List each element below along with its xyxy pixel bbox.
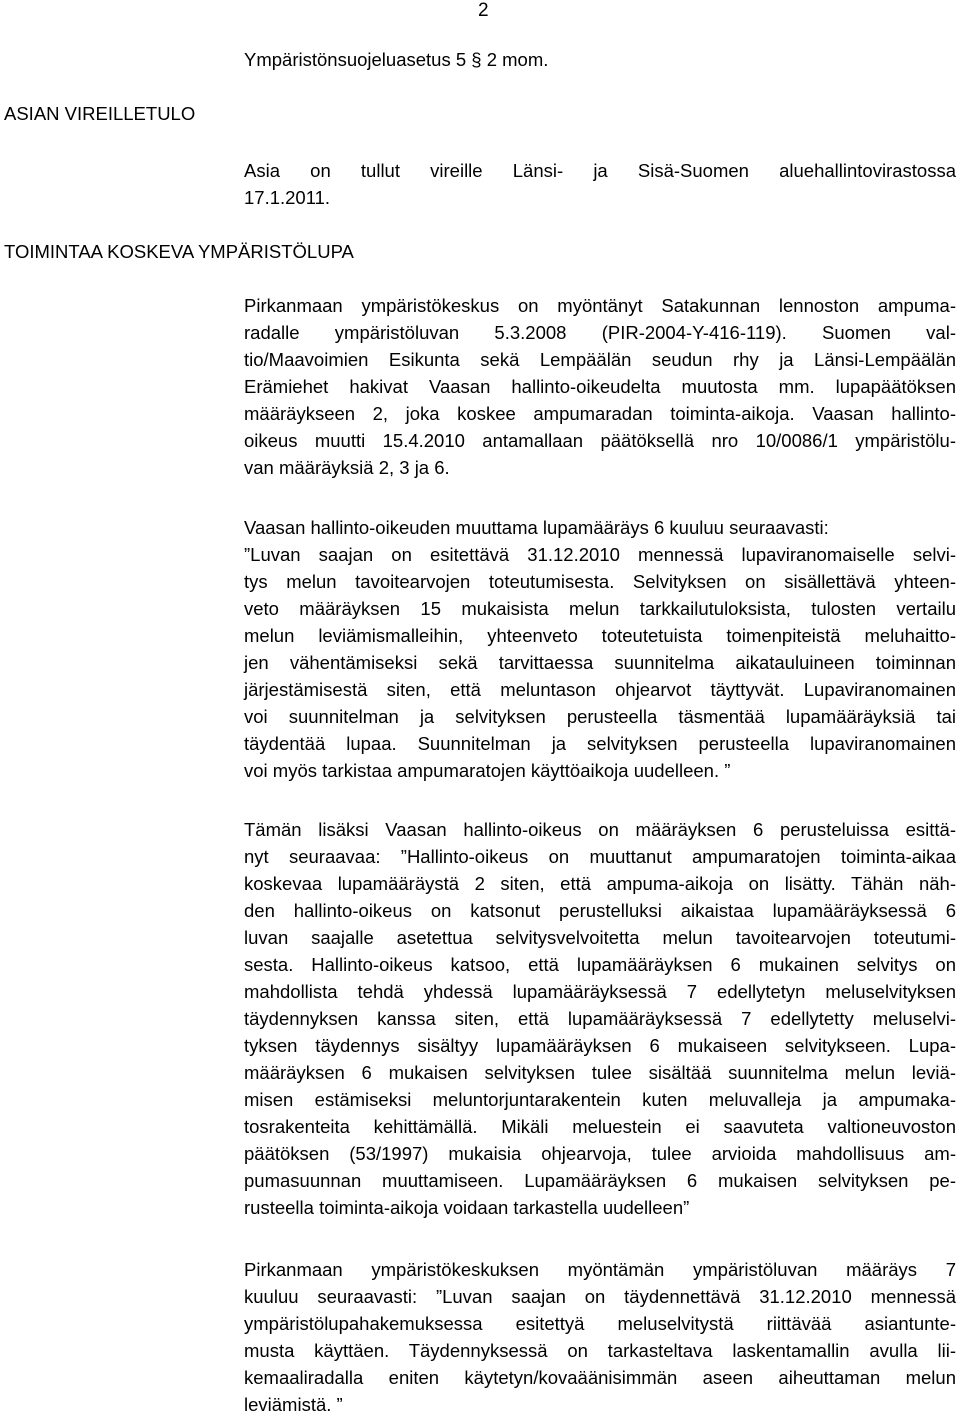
paragraph-line: veto määräyksen 15 mukaisista melun tarkkailutuloksista, tulosten vertailu	[244, 598, 956, 619]
paragraph-line: oikeus muutti 15.4.2010 antamallaan päätöksellä nro 10/0086/1 ympäristölu-	[244, 430, 956, 451]
paragraph-line: radalle ympäristöluvan 5.3.2008 (PIR-2004-Y-416-119). Suomen val-	[244, 322, 956, 343]
paragraph-line: täydentää lupaa. Suunnitelman ja selvityksen perusteella lupaviranomainen	[244, 733, 956, 754]
paragraph-line: Pirkanmaan ympäristökeskuksen myöntämän ympäristöluvan määräys 7	[244, 1259, 956, 1280]
paragraph-line: voi myös tarkistaa ampumaratojen käyttöaikoja uudelleen. ”	[244, 760, 731, 781]
paragraph-line: musta käyttäen. Täydennyksessä on tarkasteltava laskentamallin avulla lii-	[244, 1340, 956, 1361]
paragraph-line: määräykseen 2, joka koskee ampumaradan toiminta-aikoja. Vaasan hallinto-	[244, 403, 956, 424]
permit-paragraph-1	[244, 292, 956, 481]
paragraph-line: tyksen täydennys sisältyy lupamääräyksen 6 mukaiseen selvitykseen. Lupa-	[244, 1035, 956, 1056]
paragraph-line: koskevaa lupamääräystä 2 siten, että ampuma-aikoja on lisätty. Tähän näh-	[244, 873, 956, 894]
paragraph-line: Tämän lisäksi Vaasan hallinto-oikeus on määräyksen 6 perusteluissa esittä-	[244, 819, 956, 840]
paragraph-line: voi suunnitelman ja selvityksen perusteella täsmentää lupamääräyksiä tai	[244, 706, 956, 727]
paragraph-line: rusteella toiminta-aikoja voidaan tarkastella uudelleen”	[244, 1197, 690, 1218]
paragraph-line: van määräyksiä 2, 3 ja 6.	[244, 457, 450, 478]
paragraph-line: pumasuunnan muuttamiseen. Lupamääräyksen 6 mukaisen selvityksen pe-	[244, 1170, 956, 1191]
paragraph-line: melun leviämismalleihin, yhteenveto toteutetuista toimenpiteistä meluhaitto-	[244, 625, 956, 646]
section-heading-permit: TOIMINTAA KOSKEVA YMPÄRISTÖLUPA	[4, 241, 354, 262]
filing-line: 17.1.2011.	[244, 187, 331, 208]
paragraph-line: järjestämisestä siten, että meluntason ohjearvot täyttyvät. Lupaviranomainen	[244, 679, 956, 700]
paragraph-line: Erämiehet hakivat Vaasan hallinto-oikeudelta muutosta mm. lupapäätöksen	[244, 376, 956, 397]
section-heading-filing: ASIAN VIREILLETULO	[4, 103, 196, 124]
paragraph-line: nyt seuraavaa: ”Hallinto-oikeus on muuttanut ampumaratojen toiminta-aikaa	[244, 846, 956, 867]
filing-line: Asia on tullut vireille Länsi- ja Sisä-Suomen aluehallintovirastossa	[244, 160, 956, 181]
paragraph-line: misen estämiseksi meluntorjuntarakentein kuten meluvalleja ja ampumaka-	[244, 1089, 956, 1110]
paragraph-line: kuuluu seuraavasti: ”Luvan saajan on täydennettävä 31.12.2010 mennessä	[244, 1286, 956, 1307]
paragraph-line: täydennyksen kanssa siten, että lupamääräyksessä 7 edellytetty meluselvi-	[244, 1008, 956, 1029]
legal-basis: Ympäristönsuojeluasetus 5 § 2 mom.	[244, 49, 549, 70]
paragraph-line: jen vähentämiseksi sekä tarvittaessa suunnitelma aikatauluineen toiminnan	[244, 652, 956, 673]
permit-paragraph-4	[244, 1256, 956, 1418]
paragraph-line: Vaasan hallinto-oikeuden muuttama lupamääräys 6 kuuluu seuraavasti:	[244, 517, 829, 538]
paragraph-line: den hallinto-oikeus on katsonut perustelluksi aikaistaa lupamääräyksessä 6	[244, 900, 956, 921]
paragraph-line: mahdollista tehdä yhdessä lupamääräyksessä 7 edellytetyn meluselvityksen	[244, 981, 956, 1002]
paragraph-line: määräyksen 6 mukaisen selvityksen tulee sisältää suunnitelma melun leviä-	[244, 1062, 956, 1083]
paragraph-line: tio/Maavoimien Esikunta sekä Lempäälän seudun rhy ja Länsi-Lempäälän	[244, 349, 956, 370]
paragraph-line: ”Luvan saajan on esitettävä 31.12.2010 mennessä lupaviranomaiselle selvi-	[244, 544, 956, 565]
paragraph-line: leviämistä. ”	[244, 1394, 343, 1415]
paragraph-line: ympäristölupahakemuksessa esitettyä meluselvitystä riittävää asiantunte-	[244, 1313, 956, 1334]
paragraph-line: luvan saajalle asetettua selvitysvelvoitetta melun tavoitearvojen toteutumi-	[244, 927, 956, 948]
paragraph-line: päätöksen (53/1997) mukaisia ohjearvoja, tulee arvioida mahdollisuus am-	[244, 1143, 956, 1164]
paragraph-line: Pirkanmaan ympäristökeskus on myöntänyt Satakunnan lennoston ampuma-	[244, 295, 956, 316]
permit-paragraph-3	[244, 816, 956, 1221]
paragraph-line: tosrakenteita kehittämällä. Mikäli meluestein ei saavuteta valtioneuvoston	[244, 1116, 956, 1137]
filing-paragraph	[244, 157, 956, 211]
paragraph-line: kemaaliradalla eniten käytetyn/kovaäänisimmän aseen aiheuttaman melun	[244, 1367, 956, 1388]
paragraph-line: tys melun tavoitearvojen toteutumisesta. Selvityksen on sisällettävä yhteen-	[244, 571, 956, 592]
paragraph-line: sesta. Hallinto-oikeus katsoo, että lupamääräyksen 6 mukainen selvitys on	[244, 954, 956, 975]
permit-paragraph-2	[244, 514, 956, 784]
page-number: 2	[478, 0, 489, 21]
